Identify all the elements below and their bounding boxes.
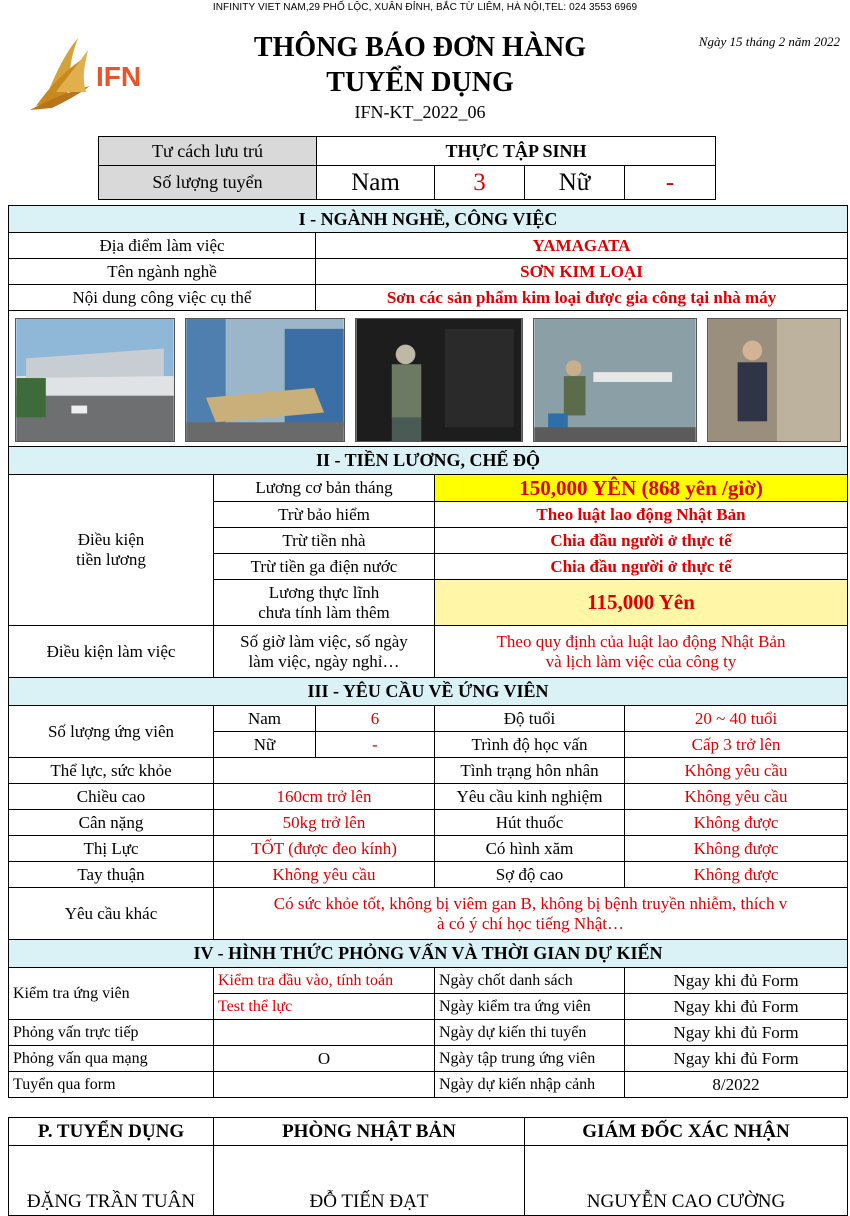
director-signer-name: NGUYỄN CAO CƯỜNG: [525, 1146, 848, 1216]
male-count: 3: [435, 166, 525, 200]
fitness-value: [214, 758, 435, 784]
male-label: Nam: [317, 166, 435, 200]
direct-interview-value: [214, 1020, 435, 1046]
base-salary-value: 150,000 YÊN (868 yên /giờ): [435, 475, 848, 502]
schedule-value-5: 8/2022: [625, 1072, 848, 1098]
weight-label: Cân nặng: [9, 810, 214, 836]
candidate-check-value-2: Test thể lực: [214, 994, 435, 1020]
fear-of-heights-value: Không được: [625, 862, 848, 888]
order-details-table: [8, 205, 848, 1098]
online-interview-value: O: [214, 1046, 435, 1072]
job-title-value: SƠN KIM LOẠI: [316, 259, 848, 285]
marital-label: Tình trạng hôn nhân: [435, 758, 625, 784]
residency-value: THỰC TẬP SINH: [317, 137, 716, 166]
insurance-deduction-value: Theo luật lao động Nhật Bản: [435, 502, 848, 528]
signature-table: [8, 1117, 848, 1216]
salary-conditions-label: Điều kiện tiền lương: [9, 475, 214, 626]
age-value: 20 ~ 40 tuổi: [625, 706, 848, 732]
section-3-heading: III - YÊU CẦU VỀ ỨNG VIÊN: [9, 678, 848, 706]
age-label: Độ tuổi: [435, 706, 625, 732]
fitness-label: Thể lực, sức khỏe: [9, 758, 214, 784]
candidates-count-label: Số lượng ứng viên: [9, 706, 214, 758]
schedule-label-4: Ngày tập trung ứng viên: [435, 1046, 625, 1072]
other-requirements-value: Có sức khỏe tốt, không bị viêm gan B, không bị bệnh truyền nhiễm, thích v à có ý chí học tiếng Nhật…: [214, 888, 848, 940]
eyesight-label: Thị Lực: [9, 836, 214, 862]
tattoo-value: Không được: [625, 836, 848, 862]
weight-value: 50kg trở lên: [214, 810, 435, 836]
fear-of-heights-label: Sợ độ cao: [435, 862, 625, 888]
schedule-label-2: Ngày kiểm tra ứng viên: [435, 994, 625, 1020]
schedule-value-2: Ngay khi đủ Form: [625, 994, 848, 1020]
female-count: -: [625, 166, 716, 200]
company-address-line: INFINITY VIET NAM,29 PHỐ LỘC, XUÂN ĐỈNH, BẮC TỪ LIÊM, HÀ NỘI,TEL: 024 3553 6969: [212, 2, 638, 13]
experience-label: Yêu cầu kinh nghiệm: [435, 784, 625, 810]
experience-value: Không yêu cầu: [625, 784, 848, 810]
insurance-deduction-label: Trừ bảo hiểm: [214, 502, 435, 528]
base-salary-label: Lương cơ bản tháng: [214, 475, 435, 502]
candidates-male-label: Nam: [214, 706, 316, 732]
marital-value: Không yêu cầu: [625, 758, 848, 784]
work-conditions-label: Điều kiện làm việc: [9, 626, 214, 678]
schedule-value-3: Ngay khi đủ Form: [625, 1020, 848, 1046]
section-2-heading: II - TIỀN LƯƠNG, CHẾ ĐỘ: [9, 447, 848, 475]
utilities-deduction-value: Chia đầu người ở thực tế: [435, 554, 848, 580]
page-title: THÔNG BÁO ĐƠN HÀNG TUYỂN DỤNG: [253, 32, 587, 98]
net-salary-value: 115,000 Yên: [435, 580, 848, 626]
tattoo-label: Có hình xăm: [435, 836, 625, 862]
workplace-label: Địa điểm làm việc: [9, 233, 316, 259]
education-label: Trình độ học vấn: [435, 732, 625, 758]
utilities-deduction-label: Trừ tiền ga điện nước: [214, 554, 435, 580]
work-hours-value: Theo quy định của luật lao động Nhật Bản và lịch làm việc của công ty: [435, 626, 848, 678]
recruitment-signer-name: ĐẶNG TRẦN TUÂN: [9, 1146, 214, 1216]
summary-table: [98, 136, 716, 200]
form-recruitment-label: Tuyển qua form: [9, 1072, 214, 1098]
section-1-heading: I - NGÀNH NGHỀ, CÔNG VIỆC: [9, 206, 848, 233]
company-logo: [26, 32, 176, 112]
smoking-label: Hút thuốc: [435, 810, 625, 836]
schedule-value-4: Ngay khi đủ Form: [625, 1046, 848, 1072]
form-recruitment-value: [214, 1072, 435, 1098]
painting-line-photo: [533, 318, 697, 442]
japan-dept-signer-name: ĐỖ TIẾN ĐẠT: [214, 1146, 525, 1216]
section-4-heading: IV - HÌNH THỨC PHỎNG VẤN VÀ THỜI GIAN DỰ KIẾN: [9, 940, 848, 968]
housing-deduction-label: Trừ tiền nhà: [214, 528, 435, 554]
svg-text:IFN: IFN: [96, 61, 142, 92]
work-hours-label: Số giờ làm việc, số ngày làm việc, ngày nghỉ…: [214, 626, 435, 678]
handedness-value: Không yêu cầu: [214, 862, 435, 888]
job-title-label: Tên ngành nghề: [9, 259, 316, 285]
handedness-label: Tay thuận: [9, 862, 214, 888]
female-label: Nữ: [525, 166, 625, 200]
other-requirements-label: Yêu cầu khác: [9, 888, 214, 940]
factory-exterior-photo: [15, 318, 175, 442]
paint-booth-photo: [185, 318, 345, 442]
panel-inspection-photo: [707, 318, 841, 442]
education-value: Cấp 3 trở lên: [625, 732, 848, 758]
candidate-check-value-1: Kiểm tra đầu vào, tính toán: [214, 968, 435, 994]
order-code: IFN-KT_2022_06: [354, 102, 486, 122]
quantity-label: Số lượng tuyển: [99, 166, 317, 200]
job-description-value: Sơn các sản phẩm kim loại được gia công tại nhà máy: [316, 285, 848, 311]
candidates-male-value: 6: [316, 706, 435, 732]
candidates-female-value: -: [316, 732, 435, 758]
workplace-photos: [9, 311, 848, 447]
candidate-check-label: Kiểm tra ứng viên: [9, 968, 214, 1020]
recruitment-dept-header: P. TUYỂN DỤNG: [9, 1118, 214, 1146]
online-interview-label: Phỏng vấn qua mạng: [9, 1046, 214, 1072]
schedule-label-1: Ngày chốt danh sách: [435, 968, 625, 994]
housing-deduction-value: Chia đầu người ở thực tế: [435, 528, 848, 554]
height-label: Chiều cao: [9, 784, 214, 810]
spray-painting-photo: [355, 318, 523, 442]
candidates-female-label: Nữ: [214, 732, 316, 758]
japan-dept-header: PHÒNG NHẬT BẢN: [214, 1118, 525, 1146]
workplace-value: YAMAGATA: [316, 233, 848, 259]
issue-date: Ngày 15 tháng 2 năm 2022: [698, 34, 840, 49]
residency-label: Tư cách lưu trú: [99, 137, 317, 166]
schedule-label-3: Ngày dự kiến thi tuyển: [435, 1020, 625, 1046]
job-description-label: Nội dung công việc cụ thể: [9, 285, 316, 311]
eyesight-value: TỐT (được đeo kính): [214, 836, 435, 862]
net-salary-label: Lương thực lĩnh chưa tính làm thêm: [214, 580, 435, 626]
schedule-label-5: Ngày dự kiến nhập cảnh: [435, 1072, 625, 1098]
height-value: 160cm trở lên: [214, 784, 435, 810]
director-header: GIÁM ĐỐC XÁC NHẬN: [525, 1118, 848, 1146]
schedule-value-1: Ngay khi đủ Form: [625, 968, 848, 994]
direct-interview-label: Phỏng vấn trực tiếp: [9, 1020, 214, 1046]
smoking-value: Không được: [625, 810, 848, 836]
